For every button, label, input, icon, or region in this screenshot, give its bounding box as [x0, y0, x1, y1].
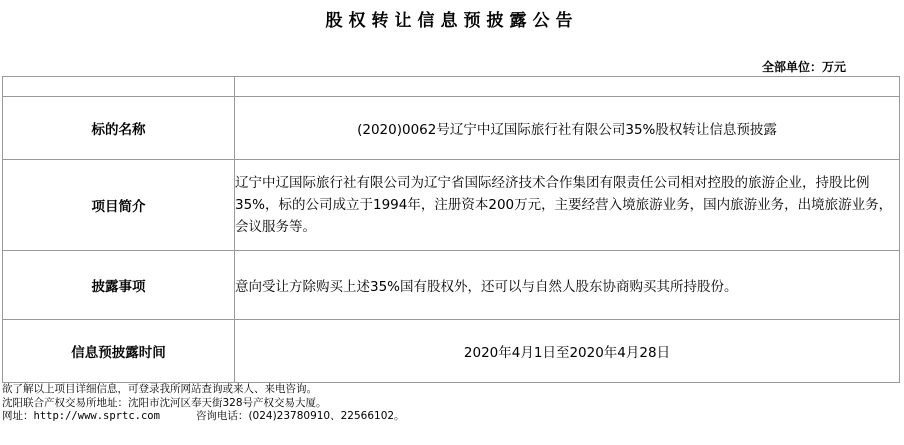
footer-contact — [2, 410, 405, 424]
row-label-target-name: 标的名称 — [3, 97, 235, 160]
row-label-disclosure-item: 披露事项 — [3, 251, 235, 320]
footer — [2, 383, 405, 424]
header-cell-right — [235, 77, 900, 97]
row-value-project-intro: 辽宁中辽国际旅行社有限公司为辽宁省国际经济技术合作集团有限责任公司相对控股的旅游企业，持股比例35%，标的公司成立于1994年，注册资本200万元，主要经营入境旅游业务，国内旅游业务，出境旅游业务，会议服务等。 — [235, 160, 900, 251]
footer-address: 沈阳联合产权交易所地址：沈阳市沈河区奉天街328号产权交易大厦。 — [2, 396, 327, 409]
row-value-disclosure-time: 2020年4月1日至2020年4月28日 — [235, 320, 900, 383]
table-header-row — [3, 77, 900, 97]
website-label: 网址： — [2, 410, 34, 422]
row-label-disclosure-time: 信息预披露时间 — [3, 320, 235, 383]
row-value-target-name: (2020)0062号辽宁中辽国际旅行社有限公司35%股权转让信息预披露 — [235, 97, 900, 160]
website-link[interactable]: http://www.sprtc.com — [33, 410, 160, 422]
phone-number: (024)23780910、22566102。 — [248, 410, 405, 422]
table-row — [3, 97, 900, 160]
row-value-disclosure-item: 意向受让方除购买上述35%国有股权外，还可以与自然人股东协商购买其所持股份。 — [235, 251, 900, 320]
header-cell-left — [3, 77, 235, 97]
info-table — [2, 76, 900, 383]
phone-label: 咨询电话： — [195, 410, 249, 422]
table-row — [3, 320, 900, 383]
footer-note: 欲了解以上项目详细信息，可登录我所网站查询或来人、来电咨询。 — [2, 383, 317, 395]
table-row — [3, 251, 900, 320]
table-row — [3, 160, 900, 251]
row-label-project-intro: 项目简介 — [3, 160, 235, 251]
unit-label: 全部单位：万元 — [761, 60, 846, 74]
page-title: 股权转让信息预披露公告 — [325, 11, 579, 31]
